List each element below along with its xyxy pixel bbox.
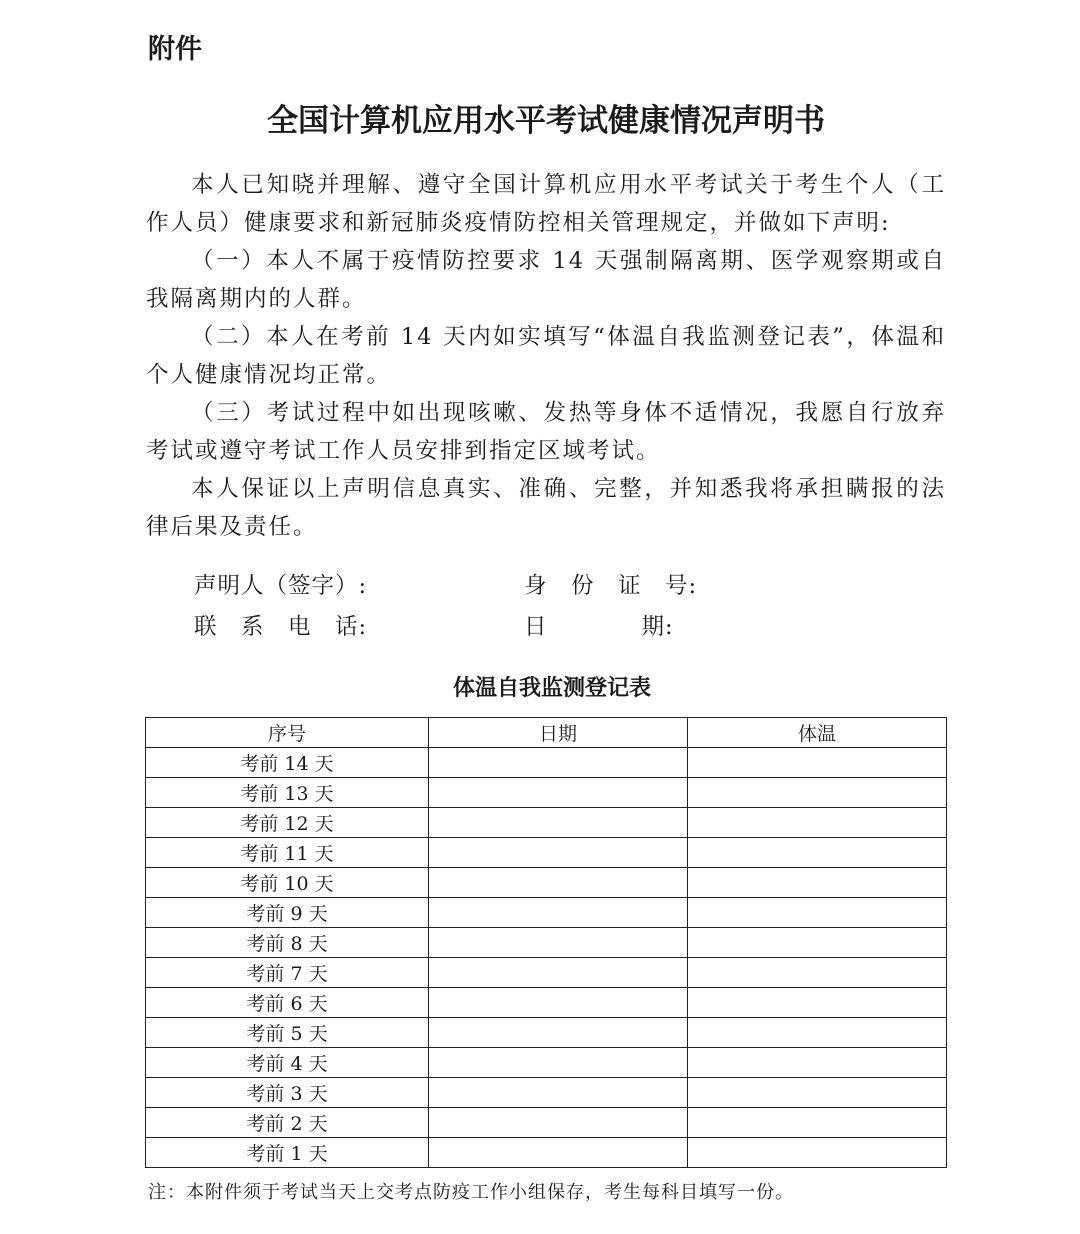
row-temperature-cell[interactable] <box>688 988 947 1018</box>
row-sequence-cell: 考前 2 天 <box>146 1108 429 1138</box>
row-date-cell[interactable] <box>429 1138 688 1168</box>
row-sequence-cell: 考前 5 天 <box>146 1018 429 1048</box>
date-label: 日 期: <box>524 614 674 640</box>
header-temperature: 体温 <box>688 718 947 748</box>
row-date-cell[interactable] <box>429 868 688 898</box>
temperature-table-title: 体温自我监测登记表 <box>452 676 651 701</box>
temperature-log-table <box>145 717 947 1168</box>
row-date-cell[interactable] <box>429 778 688 808</box>
row-date-cell[interactable] <box>429 898 688 928</box>
table-row <box>146 1048 947 1078</box>
row-temperature-cell[interactable] <box>688 868 947 898</box>
row-temperature-cell[interactable] <box>688 838 947 868</box>
row-temperature-cell[interactable] <box>688 1138 947 1168</box>
row-temperature-cell[interactable] <box>688 898 947 928</box>
header-sequence: 序号 <box>146 718 429 748</box>
row-sequence-cell: 考前 1 天 <box>146 1138 429 1168</box>
table-row <box>146 988 947 1018</box>
row-sequence-cell: 考前 11 天 <box>146 838 429 868</box>
row-temperature-cell[interactable] <box>688 1078 947 1108</box>
declaration-body <box>146 166 946 546</box>
row-date-cell[interactable] <box>429 808 688 838</box>
row-date-cell[interactable] <box>429 958 688 988</box>
document-title: 全国计算机应用水平考试健康情况声明书 <box>267 103 825 139</box>
row-date-cell[interactable] <box>429 748 688 778</box>
row-sequence-cell: 考前 14 天 <box>146 748 429 778</box>
table-row <box>146 1018 947 1048</box>
declaration-paragraph-1: （一）本人不属于疫情防控要求 14 天强制隔离期、医学观察期或自我隔离期内的人群。 <box>146 248 946 312</box>
row-sequence-cell: 考前 12 天 <box>146 808 429 838</box>
row-date-cell[interactable] <box>429 928 688 958</box>
row-sequence-cell: 考前 3 天 <box>146 1078 429 1108</box>
row-temperature-cell[interactable] <box>688 1018 947 1048</box>
declaration-paragraph-intro: 本人已知晓并理解、遵守全国计算机应用水平考试关于考生个人（工作人员）健康要求和新冠肺炎疫情防控相关管理规定，并做如下声明: <box>146 172 946 236</box>
row-sequence-cell: 考前 13 天 <box>146 778 429 808</box>
row-date-cell[interactable] <box>429 1078 688 1108</box>
row-temperature-cell[interactable] <box>688 748 947 778</box>
table-row <box>146 868 947 898</box>
header-date: 日期 <box>429 718 688 748</box>
declaration-paragraph-2: （二）本人在考前 14 天内如实填写“体温自我监测登记表”，体温和个人健康情况均正常。 <box>146 324 946 388</box>
table-row <box>146 958 947 988</box>
row-sequence-cell: 考前 8 天 <box>146 928 429 958</box>
id-number-label: 身 份 证 号: <box>524 573 698 599</box>
table-header-row <box>146 718 947 748</box>
table-row <box>146 898 947 928</box>
declaration-paragraph-guarantee: 本人保证以上声明信息真实、准确、完整，并知悉我将承担瞒报的法律后果及责任。 <box>146 476 946 540</box>
row-date-cell[interactable] <box>429 838 688 868</box>
row-temperature-cell[interactable] <box>688 958 947 988</box>
table-row <box>146 748 947 778</box>
declaration-paragraph-3: （三）考试过程中如出现咳嗽、发热等身体不适情况，我愿自行放弃考试或遵守考试工作人员安排到指定区域考试。 <box>146 400 946 464</box>
table-row <box>146 1078 947 1108</box>
table-row <box>146 778 947 808</box>
table-row <box>146 928 947 958</box>
row-sequence-cell: 考前 7 天 <box>146 958 429 988</box>
row-date-cell[interactable] <box>429 1048 688 1078</box>
row-temperature-cell[interactable] <box>688 928 947 958</box>
row-date-cell[interactable] <box>429 1108 688 1138</box>
footnote: 注：本附件须于考试当天上交考点防疫工作小组保存，考生每科目填写一份。 <box>148 1182 794 1203</box>
table-row <box>146 838 947 868</box>
table-row <box>146 808 947 838</box>
row-sequence-cell: 考前 4 天 <box>146 1048 429 1078</box>
table-row <box>146 1138 947 1168</box>
row-sequence-cell: 考前 10 天 <box>146 868 429 898</box>
row-sequence-cell: 考前 9 天 <box>146 898 429 928</box>
phone-label: 联 系 电 话: <box>194 614 368 640</box>
table-row <box>146 1108 947 1138</box>
row-temperature-cell[interactable] <box>688 808 947 838</box>
row-sequence-cell: 考前 6 天 <box>146 988 429 1018</box>
declarant-signature-label: 声明人（签字）: <box>194 573 368 599</box>
row-temperature-cell[interactable] <box>688 778 947 808</box>
row-date-cell[interactable] <box>429 988 688 1018</box>
row-temperature-cell[interactable] <box>688 1048 947 1078</box>
row-date-cell[interactable] <box>429 1018 688 1048</box>
attachment-label: 附件 <box>148 34 202 65</box>
row-temperature-cell[interactable] <box>688 1108 947 1138</box>
